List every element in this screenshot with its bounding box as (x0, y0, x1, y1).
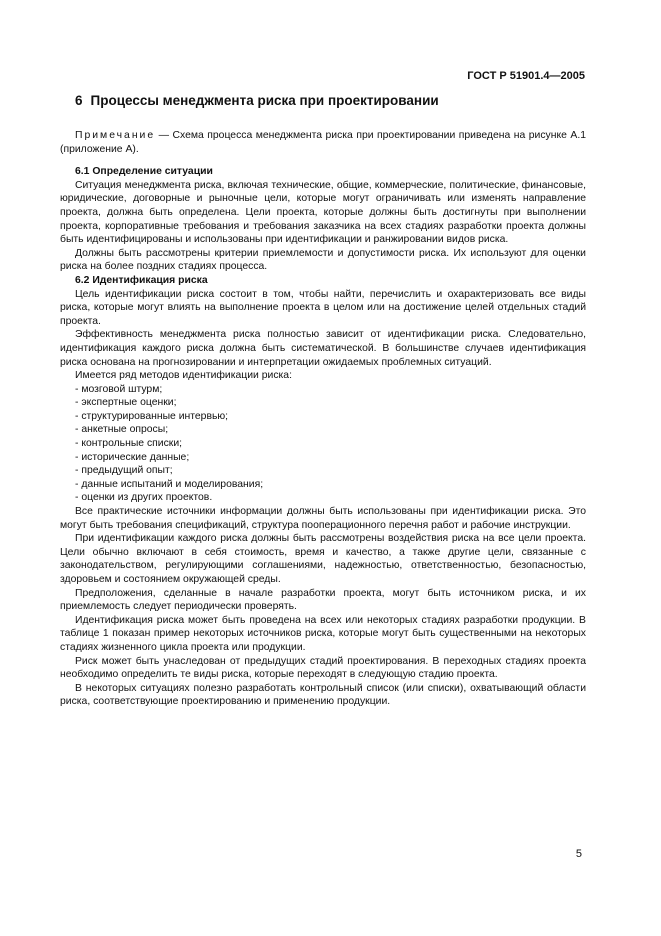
list-item: - структурированные интервью; (75, 410, 229, 422)
subsection-heading-6-2: 6.2 Идентификация риска (75, 274, 208, 286)
list-item: - мозговой штурм; (75, 383, 163, 395)
list-item: - оценки из других проектов. (75, 492, 213, 504)
paragraph: Идентификация риска может быть проведена на всех или некоторых стадиях разработки продукции. В таблице 1 показан пример некоторых источников риска, которые могут быть существенными на некоторых стадиях жизненного цикла проекта или продукции. (60, 614, 586, 653)
paragraph: Эффективность менеджмента риска полностью зависит от идентификации риска. Следовательно, идентификация каждого риска должна быть систематической. В большинстве случаев идентификация риска основана на прогнозировании и интерпретации ожидаемых проблемных ситуаций. (60, 329, 586, 368)
paragraph: При идентификации каждого риска должны быть рассмотрены воздействия риска на все цели проекта. Цели обычно включают в себя стоимость, время и качество, а также другие цели, связанные с законодательством, регулирующими соглашениями, надежностью, ответственностью, безопасностью, здоровьем и состоянием окружающей среды. (60, 533, 586, 585)
section-number: 6 (75, 93, 83, 108)
page-number: 5 (575, 848, 582, 860)
note-text: — Схема процесса менеджмента риска при проектировании приведена на рисунке А.1 (приложение А). (60, 130, 586, 155)
methods-list (60, 383, 586, 505)
standard-code: ГОСТ Р 51901.4—2005 (467, 70, 585, 82)
paragraph: Все практические источники информации должны быть использованы при идентификации риска. Это могут быть требования спецификаций, структура пооперационного перечня работ и рабочие инструкции. (60, 506, 586, 531)
section-title-text: Процессы менеджмента риска при проектировании (90, 93, 439, 108)
paragraph: В некоторых ситуациях полезно разработать контрольный список (или списки), охватывающий области риска, соответствующие проектированию и применению продукции. (60, 682, 586, 708)
section-title (75, 93, 439, 108)
document-body (60, 129, 586, 709)
paragraph: Риск может быть унаследован от предыдущих стадий проектирования. В переходных стадиях проекта необходимо определить те виды риска, которые переходят в следующую стадию проекта. (60, 655, 586, 681)
list-item: - данные испытаний и моделирования; (75, 478, 264, 490)
list-item: - исторические данные; (75, 451, 190, 463)
note-paragraph (60, 129, 586, 156)
list-item: - анкетные опросы; (75, 424, 169, 436)
subsection-heading-6-1: 6.1 Определение ситуации (75, 166, 213, 178)
list-item: - экспертные оценки; (75, 397, 177, 409)
paragraph: Ситуация менеджмента риска, включая технические, общие, коммерческие, политические, финансовые, юридические, договорные и рыночные цели, которые могут ограничивать или изменять направление проекта, должна быть определена. Цели проекта, которые должны быть достигнуты при выполнении проекта, корпоративные требования и требования заказчика на всех стадиях разработки проекта должны быть идентифицированы и использованы при идентификации и ранжировании видов риска. (60, 179, 586, 246)
list-item: - предыдущий опыт; (75, 465, 173, 477)
paragraph: Цель идентификации риска состоит в том, чтобы найти, перечислить и охарактеризовать все виды риска, которые могут влиять на выполнение проекта в целом или на достижение целей отдельных стадий проекта. (60, 288, 586, 327)
paragraph: Предположения, сделанные в начале разработки проекта, могут быть источником риска, и их приемлемость следует периодически проверять. (60, 587, 586, 613)
paragraph: Должны быть рассмотрены критерии приемлемости и допустимости риска. Их используют для оценки риска на более поздних стадиях процесса. (60, 247, 586, 273)
note-label: Примечание (75, 130, 156, 141)
paragraph: Имеется ряд методов идентификации риска: (75, 370, 292, 382)
list-item: - контрольные списки; (75, 438, 183, 450)
